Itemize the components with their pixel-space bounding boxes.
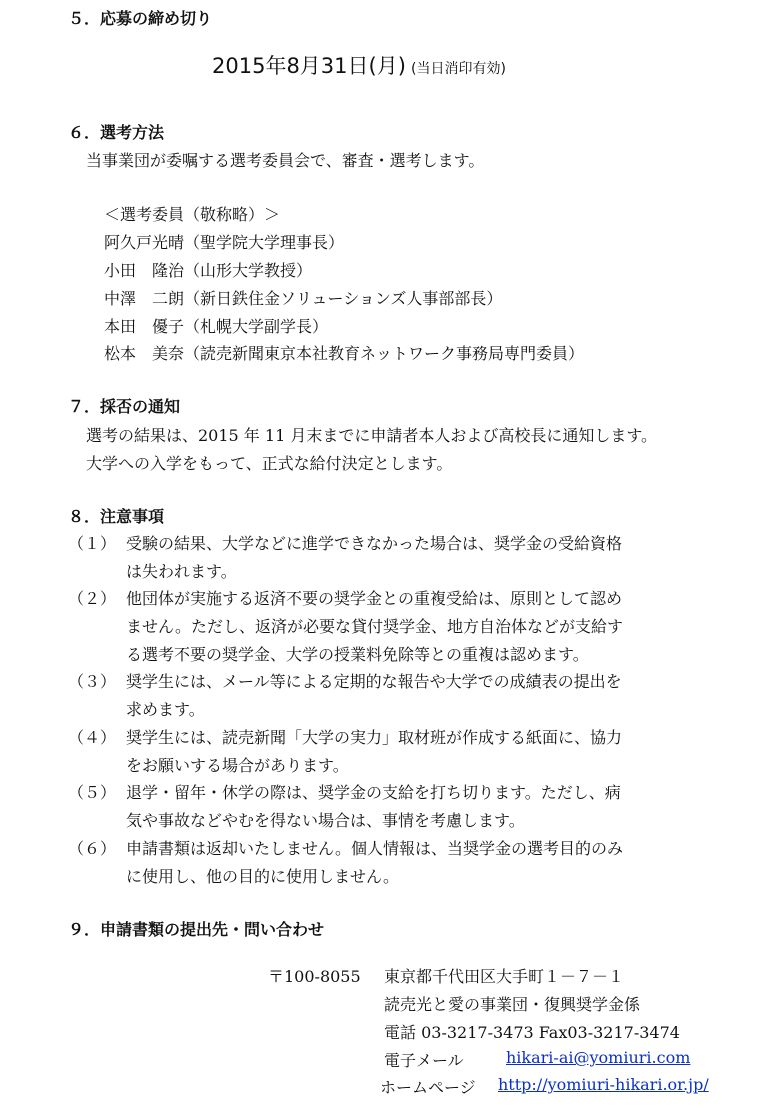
- notice-item: [68, 725, 622, 748]
- notice-line: ません。ただし、返済が必要な貸付奨学金、地方自治体などが支給す: [126, 617, 623, 636]
- homepage-label: ホームページ: [380, 1078, 476, 1097]
- notice-number: （５）: [68, 783, 117, 802]
- section7-line: 選考の結果は、2015 年 11 月末までに申請者本人および高校長に通知します。: [86, 426, 658, 445]
- notice-line: 退学・留年・休学の際は、奨学金の支給を打ち切ります。ただし、病: [126, 783, 621, 802]
- notice-number: （６）: [68, 839, 117, 858]
- notice-line: 奨学生には、読売新聞「大学の実力」取材班が作成する紙面に、協力: [126, 728, 623, 747]
- deadline-note: (当日消印有効): [411, 61, 506, 77]
- deadline: [212, 50, 506, 80]
- committee-member: 小田 隆治（山形大学教授）: [104, 261, 313, 280]
- notice-line: 他団体が実施する返済不要の奨学金との重複受給は、原則として認め: [126, 589, 623, 608]
- section9-heading: ９．申請書類の提出先・問い合わせ: [68, 920, 325, 939]
- section6-heading: ６．選考方法: [68, 123, 165, 142]
- section5-heading: ５．応募の締め切り: [68, 9, 213, 28]
- notice-line: 申請書類は返却いたしません。個人情報は、当奨学金の選考目的のみ: [126, 839, 623, 858]
- notice-item: [68, 836, 623, 859]
- committee-member: 本田 優子（札幌大学副学長）: [104, 317, 329, 336]
- notice-line: をお願いする場合があります。: [126, 756, 349, 775]
- notice-number: （３）: [68, 672, 117, 691]
- section7-heading: ７．採否の通知: [68, 397, 181, 416]
- email-link[interactable]: hikari-ai@yomiuri.com: [506, 1048, 691, 1067]
- phone-fax: 電話 03-3217-3473 Fax03-3217-3474: [384, 1023, 680, 1042]
- committee-title: ＜選考委員（敬称略）＞: [104, 205, 281, 224]
- notice-item: [68, 586, 622, 609]
- section6-body: 当事業団が委嘱する選考委員会で、審査・選考します。: [86, 151, 485, 170]
- notice-line: 奨学生には、メール等による定期的な報告や大学での成績表の提出を: [126, 672, 622, 691]
- notice-item: [68, 669, 622, 692]
- section8-heading: ８．注意事項: [68, 507, 165, 526]
- committee-member: 中澤 二朗（新日鉄住金ソリューションズ人事部部長）: [104, 289, 503, 308]
- email-label: 電子メール: [384, 1051, 464, 1070]
- notice-item: [68, 531, 622, 554]
- organization: 読売光と愛の事業団・復興奨学金係: [384, 995, 641, 1014]
- section7-line: 大学への入学をもって、正式な給付決定とします。: [86, 454, 453, 473]
- notice-line: 求めます。: [126, 700, 205, 719]
- notice-number: （２）: [68, 589, 117, 608]
- notice-item: [68, 780, 621, 803]
- notice-line: る選考不要の奨学金、大学の授業料免除等との重複は認めます。: [126, 645, 589, 664]
- homepage-link[interactable]: http://yomiuri-hikari.or.jp/: [498, 1075, 709, 1094]
- address: 東京都千代田区大手町１－７－１: [384, 967, 625, 986]
- postal-code: 〒100-8055: [268, 967, 361, 986]
- notice-line: 受験の結果、大学などに進学できなかった場合は、奨学金の受給資格: [126, 534, 623, 553]
- committee-member: 松本 美奈（読売新聞東京本社教育ネットワーク事務局専門委員）: [104, 344, 585, 363]
- notice-line: に使用し、他の目的に使用しません。: [126, 867, 399, 886]
- notice-number: （１）: [68, 534, 117, 553]
- notice-number: （４）: [68, 728, 117, 747]
- notice-line: 気や事故などやむを得ない場合は、事情を考慮します。: [126, 811, 525, 830]
- committee-member: 阿久戸光晴（聖学院大学理事長）: [104, 233, 345, 252]
- notice-line: は失われます。: [126, 562, 237, 581]
- deadline-date: 2015年8月31日(月): [212, 54, 406, 78]
